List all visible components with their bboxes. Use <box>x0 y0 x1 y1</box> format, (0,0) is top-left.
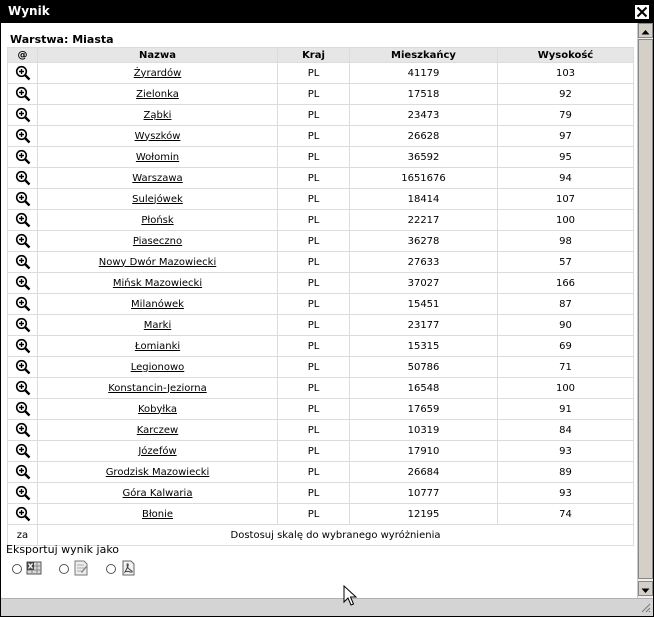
zoom-to-feature-button[interactable] <box>8 231 38 252</box>
zoom-in-icon <box>15 107 31 123</box>
elevation-cell: 74 <box>498 504 634 525</box>
zoom-to-feature-button[interactable] <box>8 462 38 483</box>
city-name-link[interactable]: Zielonka <box>136 88 179 100</box>
city-name-cell <box>38 336 278 357</box>
country-cell: PL <box>278 357 350 378</box>
country-cell: PL <box>278 147 350 168</box>
city-name-link[interactable]: Wołomin <box>135 151 180 163</box>
results-panel <box>1 23 637 598</box>
zoom-to-feature-button[interactable] <box>8 210 38 231</box>
country-cell: PL <box>278 294 350 315</box>
zoom-in-icon <box>15 254 31 270</box>
population-cell: 10319 <box>350 420 498 441</box>
export-label: Eksportuj wynik jako <box>6 543 120 556</box>
window-title: Wynik <box>8 4 50 18</box>
elevation-cell: 89 <box>498 462 634 483</box>
city-name-cell <box>38 63 278 84</box>
column-header-name[interactable]: Nazwa <box>38 48 278 63</box>
zoom-in-icon <box>15 212 31 228</box>
city-name-link[interactable]: Marki <box>143 319 172 331</box>
city-name-cell <box>38 441 278 462</box>
column-header-country[interactable]: Kraj <box>278 48 350 63</box>
population-cell: 23473 <box>350 105 498 126</box>
elevation-cell: 90 <box>498 315 634 336</box>
city-name-cell <box>38 294 278 315</box>
elevation-cell: 93 <box>498 441 634 462</box>
zoom-in-icon <box>15 296 31 312</box>
table-row <box>8 210 634 231</box>
column-header-zoom: @ <box>8 48 38 63</box>
zoom-in-icon <box>15 506 31 522</box>
table-header-row <box>8 48 634 63</box>
export-radio-spreadsheet[interactable] <box>12 564 22 574</box>
city-name-link[interactable]: Błonie <box>141 508 174 520</box>
zoom-in-icon <box>15 170 31 186</box>
elevation-cell: 100 <box>498 210 634 231</box>
city-name-cell <box>38 84 278 105</box>
zoom-to-feature-button[interactable] <box>8 294 38 315</box>
population-cell: 10777 <box>350 483 498 504</box>
table-row <box>8 420 634 441</box>
city-name-cell <box>38 126 278 147</box>
zoom-to-feature-button[interactable] <box>8 483 38 504</box>
spreadsheet-icon <box>26 560 42 576</box>
city-name-link[interactable]: Warszawa <box>132 172 183 184</box>
city-name-cell <box>38 399 278 420</box>
elevation-cell: 71 <box>498 357 634 378</box>
resize-grip-icon[interactable] <box>639 601 651 613</box>
table-row <box>8 462 634 483</box>
table-row <box>8 126 634 147</box>
country-cell: PL <box>278 441 350 462</box>
zoom-to-feature-button[interactable] <box>8 63 38 84</box>
population-cell: 50786 <box>350 357 498 378</box>
zoom-to-feature-button[interactable] <box>8 105 38 126</box>
zoom-in-icon <box>15 317 31 333</box>
country-cell: PL <box>278 231 350 252</box>
table-row <box>8 84 634 105</box>
population-cell: 36278 <box>350 231 498 252</box>
zoom-to-feature-button[interactable] <box>8 273 38 294</box>
table-row <box>8 147 634 168</box>
table-row <box>8 441 634 462</box>
zoom-to-feature-button[interactable] <box>8 336 38 357</box>
population-cell: 36592 <box>350 147 498 168</box>
elevation-cell: 84 <box>498 420 634 441</box>
city-name-link[interactable]: Grodzisk Mazowiecki <box>105 466 210 478</box>
zoom-to-feature-button[interactable] <box>8 399 38 420</box>
country-cell: PL <box>278 252 350 273</box>
city-name-cell <box>38 231 278 252</box>
zoom-to-feature-button[interactable] <box>8 84 38 105</box>
zoom-in-icon <box>15 275 31 291</box>
country-cell: PL <box>278 105 350 126</box>
export-radio-pdf[interactable] <box>106 564 116 574</box>
population-cell: 15451 <box>350 294 498 315</box>
country-cell: PL <box>278 210 350 231</box>
table-body <box>8 63 634 525</box>
pdf-icon <box>120 560 136 576</box>
elevation-cell: 94 <box>498 168 634 189</box>
city-name-link[interactable]: Legionowo <box>130 361 185 373</box>
elevation-cell: 100 <box>498 378 634 399</box>
country-cell: PL <box>278 126 350 147</box>
country-cell: PL <box>278 63 350 84</box>
zoom-in-icon <box>15 86 31 102</box>
table-row <box>8 399 634 420</box>
zoom-in-icon <box>15 401 31 417</box>
city-name-cell <box>38 105 278 126</box>
title-bar[interactable] <box>1 1 653 23</box>
city-name-link[interactable]: Żyrardów <box>133 67 182 79</box>
zoom-in-icon <box>15 191 31 207</box>
elevation-cell: 98 <box>498 231 634 252</box>
text-document-icon <box>73 560 89 576</box>
city-name-link[interactable]: Wyszków <box>134 130 181 142</box>
zoom-in-icon <box>15 485 31 501</box>
city-name-link[interactable]: Łomianki <box>134 340 181 352</box>
city-name-cell <box>38 357 278 378</box>
layer-title: Warstwa: Miasta <box>10 33 114 46</box>
table-row <box>8 378 634 399</box>
elevation-cell: 69 <box>498 336 634 357</box>
zoom-to-feature-button[interactable] <box>8 252 38 273</box>
column-header-population[interactable]: Mieszkańcy <box>350 48 498 63</box>
population-cell: 26684 <box>350 462 498 483</box>
city-name-cell <box>38 483 278 504</box>
mouse-cursor-icon <box>343 585 357 607</box>
elevation-cell: 166 <box>498 273 634 294</box>
zoom-in-icon <box>15 338 31 354</box>
zoom-to-feature-button[interactable] <box>8 147 38 168</box>
table-row <box>8 336 634 357</box>
scroll-up-button[interactable] <box>638 23 653 38</box>
zoom-to-feature-button[interactable] <box>8 126 38 147</box>
close-button[interactable] <box>635 5 649 19</box>
city-name-link[interactable]: Ząbki <box>143 109 172 121</box>
population-cell: 1651676 <box>350 168 498 189</box>
population-cell: 27633 <box>350 252 498 273</box>
country-cell: PL <box>278 399 350 420</box>
city-name-cell <box>38 252 278 273</box>
results-table <box>7 47 634 546</box>
city-name-cell <box>38 273 278 294</box>
elevation-cell: 93 <box>498 483 634 504</box>
city-name-cell <box>38 378 278 399</box>
country-cell: PL <box>278 315 350 336</box>
table-row <box>8 483 634 504</box>
table-row <box>8 252 634 273</box>
country-cell: PL <box>278 84 350 105</box>
city-name-cell <box>38 315 278 336</box>
city-name-cell <box>38 462 278 483</box>
country-cell: PL <box>278 378 350 399</box>
scroll-up-arrow-icon <box>639 26 652 39</box>
zoom-to-feature-button[interactable] <box>8 189 38 210</box>
vertical-scrollbar[interactable] <box>637 23 653 598</box>
export-radio-text[interactable] <box>59 564 69 574</box>
elevation-cell: 57 <box>498 252 634 273</box>
zoom-to-feature-button[interactable] <box>8 504 38 525</box>
population-cell: 41179 <box>350 63 498 84</box>
zoom-to-feature-button[interactable] <box>8 357 38 378</box>
population-cell: 18414 <box>350 189 498 210</box>
population-cell: 17910 <box>350 441 498 462</box>
zoom-to-feature-button[interactable] <box>8 420 38 441</box>
country-cell: PL <box>278 189 350 210</box>
city-name-cell <box>38 168 278 189</box>
zoom-in-icon <box>15 464 31 480</box>
elevation-cell: 79 <box>498 105 634 126</box>
table-row <box>8 231 634 252</box>
zoom-in-icon <box>15 359 31 375</box>
city-name-link[interactable]: Konstancin-Jeziorna <box>108 382 207 394</box>
zoom-in-icon <box>15 443 31 459</box>
footer-label: za <box>8 525 38 546</box>
country-cell: PL <box>278 336 350 357</box>
city-name-link[interactable]: Karczew <box>136 424 179 436</box>
country-cell: PL <box>278 420 350 441</box>
city-name-link[interactable]: Kobyłka <box>137 403 178 415</box>
zoom-to-feature-button[interactable] <box>8 441 38 462</box>
table-row <box>8 189 634 210</box>
status-bar <box>1 598 653 616</box>
elevation-cell: 87 <box>498 294 634 315</box>
zoom-to-feature-button[interactable] <box>8 378 38 399</box>
zoom-to-feature-button[interactable] <box>8 315 38 336</box>
city-name-link[interactable]: Góra Kalwaria <box>122 487 193 499</box>
close-icon <box>636 6 648 18</box>
zoom-in-icon <box>15 149 31 165</box>
table-row <box>8 294 634 315</box>
elevation-cell: 103 <box>498 63 634 84</box>
elevation-cell: 107 <box>498 189 634 210</box>
population-cell: 17659 <box>350 399 498 420</box>
zoom-in-icon <box>15 422 31 438</box>
table-row <box>8 504 634 525</box>
table-row <box>8 357 634 378</box>
city-name-link[interactable]: Płońsk <box>141 214 174 226</box>
city-name-cell <box>38 210 278 231</box>
population-cell: 22217 <box>350 210 498 231</box>
elevation-cell: 95 <box>498 147 634 168</box>
scroll-thumb[interactable] <box>638 39 653 579</box>
zoom-to-feature-button[interactable] <box>8 168 38 189</box>
city-name-link[interactable]: Mińsk Mazowiecki <box>112 277 203 289</box>
table-row <box>8 105 634 126</box>
zoom-in-icon <box>15 65 31 81</box>
population-cell: 23177 <box>350 315 498 336</box>
zoom-in-icon <box>15 380 31 396</box>
city-name-cell <box>38 147 278 168</box>
city-name-link[interactable]: Piaseczno <box>132 235 183 247</box>
table-row <box>8 273 634 294</box>
fit-scale-to-selection-link[interactable]: Dostosuj skalę do wybranego wyróżnienia <box>38 525 634 546</box>
country-cell: PL <box>278 168 350 189</box>
table-row <box>8 168 634 189</box>
table-row <box>8 315 634 336</box>
population-cell: 17518 <box>350 84 498 105</box>
elevation-cell: 91 <box>498 399 634 420</box>
scroll-down-arrow-icon <box>639 584 652 597</box>
city-name-cell <box>38 189 278 210</box>
country-cell: PL <box>278 462 350 483</box>
population-cell: 12195 <box>350 504 498 525</box>
city-name-link[interactable]: Józefów <box>138 445 177 457</box>
population-cell: 37027 <box>350 273 498 294</box>
population-cell: 26628 <box>350 126 498 147</box>
column-header-elevation[interactable]: Wysokość <box>498 48 634 63</box>
city-name-link[interactable]: Sulejówek <box>132 193 183 205</box>
scroll-down-button[interactable] <box>638 581 653 596</box>
city-name-link[interactable]: Milanówek <box>131 298 184 310</box>
population-cell: 16548 <box>350 378 498 399</box>
elevation-cell: 97 <box>498 126 634 147</box>
elevation-cell: 92 <box>498 84 634 105</box>
city-name-link[interactable]: Nowy Dwór Mazowiecki <box>98 256 217 268</box>
zoom-in-icon <box>15 233 31 249</box>
country-cell: PL <box>278 504 350 525</box>
population-cell: 15315 <box>350 336 498 357</box>
country-cell: PL <box>278 483 350 504</box>
table-row <box>8 63 634 84</box>
city-name-cell <box>38 504 278 525</box>
zoom-in-icon <box>15 128 31 144</box>
city-name-cell <box>38 420 278 441</box>
country-cell: PL <box>278 273 350 294</box>
